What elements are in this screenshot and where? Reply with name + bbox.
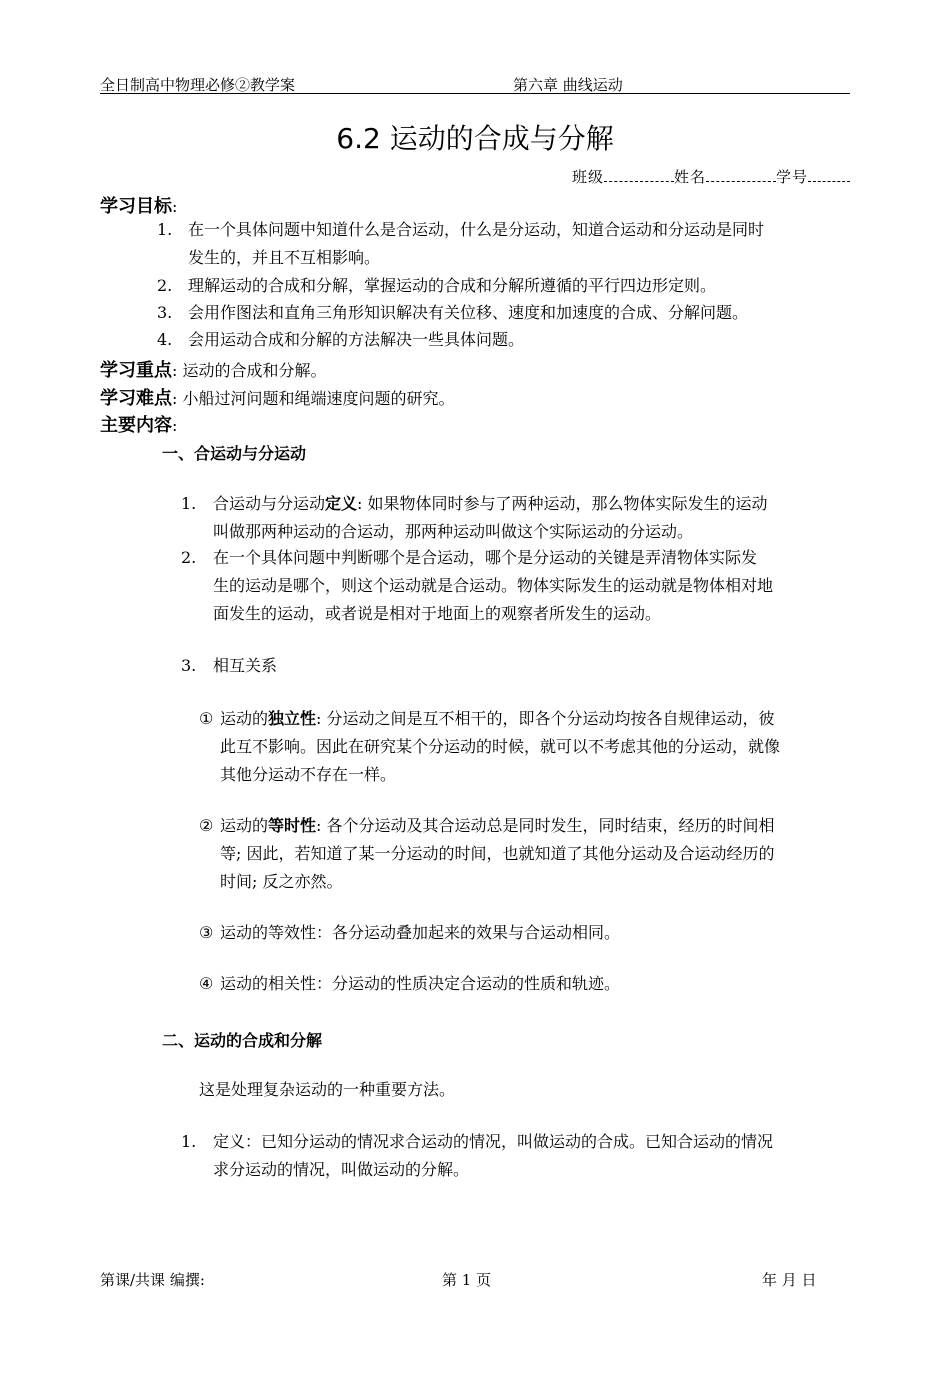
footer-date: 年 月 日 [762,1271,817,1289]
page-title: 6.2 运动的合成与分解 [336,122,614,155]
header-left: 全日制高中物理必修②教学案 [100,76,296,94]
key-point: 学习重点: 运动的合成和分解。 [100,360,327,381]
name-blank [706,167,776,182]
objectives-label: 学习目标 [100,196,172,217]
header-rule [100,93,850,94]
section2-intro: 这是处理复杂运动的一种重要方法。 [199,1080,456,1099]
name-label: 姓名 [673,168,706,186]
footer-left: 第课/共课 编撰: [100,1271,205,1289]
objectives-heading: 学习目标: [100,196,178,217]
section-2-title: 二、运动的合成和分解 [162,1031,323,1050]
class-blank [604,167,674,182]
section-1-title: 一、合运动与分运动 [162,444,307,463]
id-blank [808,167,850,182]
id-label: 学号 [775,168,808,186]
header-chapter: 第六章 曲线运动 [513,76,623,94]
difficulty: 学习难点: 小船过河问题和绳端速度问题的研究。 [100,388,455,409]
class-label: 班级 [571,168,604,186]
main-content-heading: 主要内容: [100,415,178,436]
footer-page-number: 第 1 页 [442,1271,492,1289]
student-info-line [572,166,850,187]
